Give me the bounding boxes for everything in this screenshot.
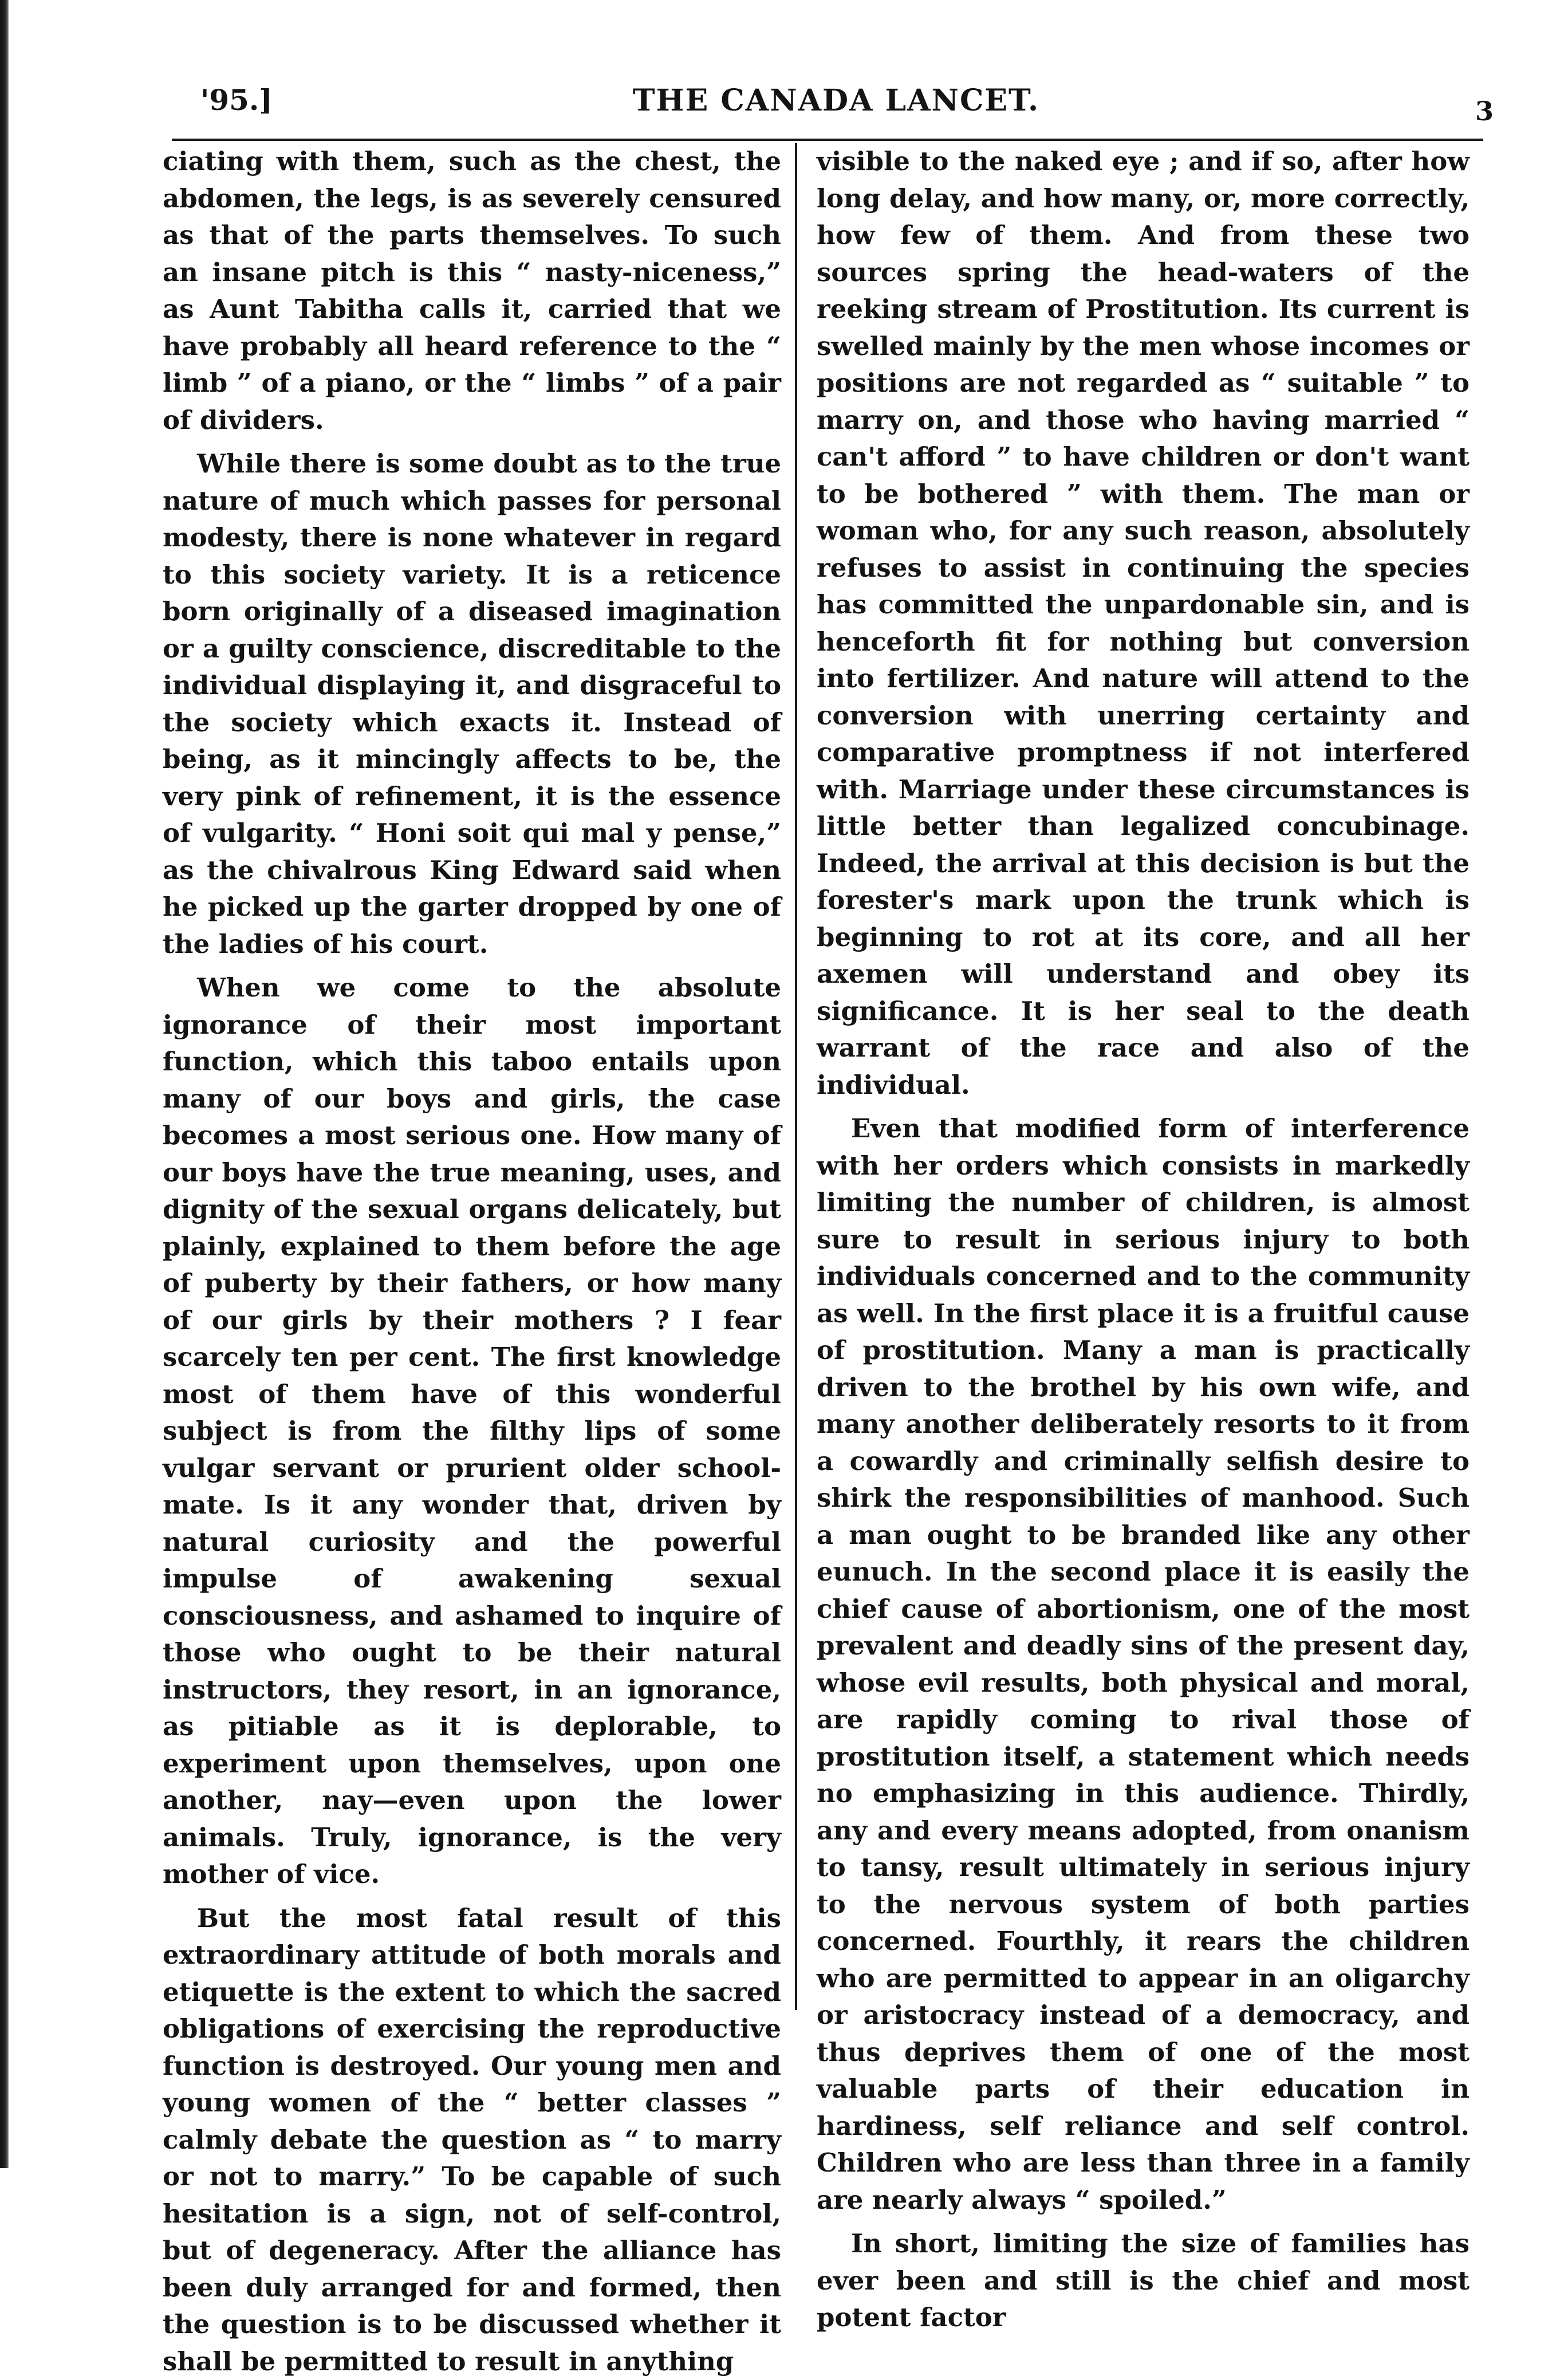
paragraph: Even that modified form of interference with her orders which consists in markedly limiting the number of children, is almost sure to result in serious injury to both individuals concerned and to the community as well. In the first place it is a fruitful cause of prostitution. Many a man is practically driven to the brothel by his own wife, and many another deliberately resorts to it from a cowardly and criminally selfish desire to shirk the responsibilities of manhood. Such a man ought to be branded like any other eunuch. In the second place it is easily the chief cause of abortionism, one of the most prevalent and deadly sins of the present day, whose evil results, both physical and moral, are rapidly coming to rival those of prostitution itself, a statement which needs no emphasizing in this audience. Thirdly, any and every means adopted, from onanism to tansy, result ultimately in serious injury to the nervous system of both parties concerned. Fourthly, it rears the children who are permitted to appear in an oligarchy or aristocracy instead of a democracy, and thus deprives them of one of the most valuable parts of their education in hardiness, self reliance and self control. Children who are less than three in a family are nearly always “ spoiled.”	[817, 1110, 1470, 2219]
paragraph: ciating with them, such as the chest, the abdomen, the legs, is as severely censured as that of the parts themselves. To such an insane pitch is this “ nasty-niceness,” as Aunt Tabitha calls it, carried that we have probably all heard reference to the “ limb ” of a piano, or the “ limbs ” of a pair of dividers.	[163, 143, 781, 439]
paragraph: When we come to the absolute ignorance of their most important function, which this taboo entails upon many of our boys and girls, the case becomes a most serious one. How many of our boys have the true meaning, uses, and dignity of the sexual organs delicately, but plainly, explained to them before the age of puberty by their fathers, or how many of our girls by their mothers ? I fear scarcely ten per cent. The first knowledge most of them have of this wonderful subject is from the filthy lips of some vulgar servant or prurient older school-mate. Is it any wonder that, driven by natural curiosity and the powerful impulse of awakening sexual consciousness, and ashamed to inquire of those who ought to be their natural instructors, they resort, in an ignorance, as pitiable as it is deplorable, to experiment upon themselves, upon one another, nay—even upon the lower animals. Truly, ignorance, is the very mother of vice.	[163, 970, 781, 1893]
header-rule	[172, 139, 1483, 141]
left-column	[163, 143, 781, 2380]
paragraph: While there is some doubt as to the true nature of much which passes for personal modesty, there is none whatever in regard to this society variety. It is a reticence born originally of a diseased imagination or a guilty conscience, discreditable to the individual displaying it, and disgraceful to the society which exacts it. Instead of being, as it mincingly affects to be, the very pink of refinement, it is the essence of vulgarity. “ Honi soit qui mal y pense,” as the chivalrous King Edward said when he picked up the garter dropped by one of the ladies of his court.	[163, 446, 781, 963]
page-number: 3	[1475, 96, 1494, 127]
header-year: '95.]	[200, 83, 273, 117]
paragraph: visible to the naked eye ; and if so, after how long delay, and how many, or, more correctly, how few of them. And from these two sources spring the head-waters of the reeking stream of Prostitution. Its current is swelled mainly by the men whose incomes or positions are not regarded as “ suitable ” to marry on, and those who having married “ can't afford ” to have children or don't want to be bothered ” with them. The man or woman who, for any such reason, absolutely refuses to assist in continuing the species has committed the unpardonable sin, and is henceforth fit for nothing but conversion into fertilizer. And nature will attend to the conversion with unerring certainty and comparative promptness if not interfered with. Marriage under these circumstances is little better than legalized concubinage. Indeed, the arrival at this decision is but the forester's mark upon the trunk which is beginning to rot at its core, and all her axemen will understand and obey its significance. It is her seal to the death warrant of the race and also of the individual.	[817, 143, 1470, 1104]
journal-title: THE CANADA LANCET.	[189, 83, 1483, 118]
book-spine-edge	[0, 0, 9, 2168]
running-header	[189, 77, 1483, 135]
right-column	[817, 143, 1470, 2336]
paragraph: In short, limiting the size of families has ever been and still is the chief and most potent factor	[817, 2225, 1470, 2336]
column-divider	[795, 143, 797, 2010]
paragraph: But the most fatal result of this extraordinary attitude of both morals and etiquette is the extent to which the sacred obligations of exercising the reproductive function is destroyed. Our young men and young women of the “ better classes ” calmly debate the question as “ to marry or not to marry.” To be capable of such hesitation is a sign, not of self-control, but of degeneracy. After the alliance has been duly arranged for and formed, then the question is to be discussed whether it shall be permitted to result in anything	[163, 1900, 781, 2380]
